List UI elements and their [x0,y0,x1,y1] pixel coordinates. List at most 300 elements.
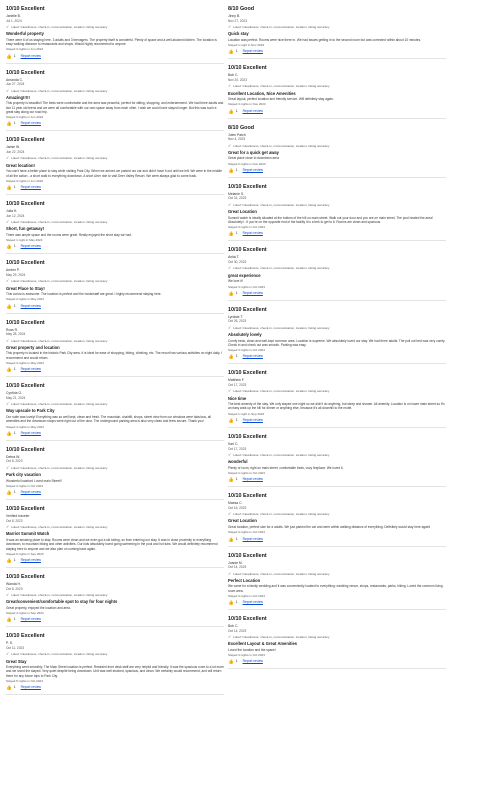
thumbs-up-icon[interactable]: 👍 [228,417,234,423]
review-card [228,59,446,118]
reviewer-name: Amanda C. [6,77,23,82]
review-rating: 10/10 Excellent [228,247,267,254]
stay-info: Stayed 2 nights in Nov 2023 [228,161,266,166]
review-rating: 10/10 Excellent [6,260,45,267]
review-title: Wonderful property [6,31,44,37]
review-date: Oct 11, 2023 [6,645,25,650]
thumbs-up-icon[interactable]: 👍 [228,167,234,173]
review-date: May 21, 2024 [6,395,26,400]
review-date: Jun 12, 2024 [6,213,25,218]
liked-attributes [228,84,446,88]
review-text: We love it! [228,279,243,284]
reviewer-name: Maesa C. [228,501,243,506]
helpful-count: 1 [13,185,16,190]
helpful-count: 1 [13,367,16,372]
review-title: Great for a quick get away [228,149,279,155]
reviewer-name: Joanie M. [228,560,243,565]
review-card [6,254,224,313]
check-circle-icon: ✓ [6,337,10,343]
review-date: Nov 4, 2023 [228,137,246,142]
liked-text: Liked: Cleanliness, check-in, communication, location, listing accuracy [233,202,330,207]
stay-info: Stayed 3 nights in Jun 2024 [6,47,44,52]
check-circle-icon: ✓ [228,451,232,457]
review-card [6,314,224,378]
review-date: Oct 14, 2023 [228,565,247,570]
stay-info: Stayed 2 nights in May 2024 [6,297,44,302]
thumbs-up-icon[interactable]: 👍 [6,490,12,496]
review-title: Great Location [228,209,257,215]
liked-text: Liked: Cleanliness, check-in, communication, location, listing accuracy [233,143,330,148]
liked-text: Liked: Cleanliness, check-in, communication, location, listing accuracy [11,525,108,530]
helpful-count: 1 [13,617,16,622]
stay-info: Stayed 3 nights in Oct 2023 [228,284,265,289]
helpful-count: 1 [235,536,238,541]
helpful-count: 1 [13,558,16,563]
review-text: Great location, perfect size for a adults. We just parked the car and were within walking distance of everything. Definitely would stay here again! [228,525,431,530]
review-date: Jun 22, 2024 [6,150,25,155]
stay-info: Stayed 1 night in Nov 2023 [228,43,265,48]
thumbs-up-icon[interactable]: 👍 [228,49,234,55]
report-review-link[interactable]: Report review [242,477,263,482]
review-title: Nice time [228,395,247,401]
review-actions [6,121,224,126]
review-date: Oct 16, 2023 [228,505,247,510]
report-review-link[interactable]: Report review [20,617,41,622]
reviewer-name: Cynthia G. [6,391,23,396]
liked-attributes [228,453,446,457]
review-actions [228,168,446,173]
thumbs-up-icon[interactable]: 👍 [228,600,234,606]
thumbs-up-icon[interactable]: 👍 [6,53,12,59]
liked-text: Liked: Cleanliness, check-in, communication, location, listing accuracy [11,25,108,29]
check-circle-icon: ✓ [6,524,10,530]
liked-attributes [228,512,446,516]
review-date: Jun 27, 2024 [6,82,25,87]
review-date: Nov 27, 2023 [228,18,247,23]
helpful-count: 1 [13,685,16,690]
helpful-count: 1 [235,49,238,54]
helpful-count: 1 [13,121,16,126]
review-title: Short, fun getaway! [6,226,44,232]
review-date: Nov 20, 2023 [228,77,247,82]
reviewer-name: Ross R. [6,327,19,332]
review-text: You can't have a better place to stay while visiting Park City. When we arrived we parked our car and didn't have it out until we left. We were in the middle of all the action - a short walk to everything downtown. A short Uber ride to visit Deer Valley Resort. We were always glad to come back. [6,169,222,178]
check-circle-icon: ✓ [6,592,10,598]
liked-text: Liked: Cleanliness, check-in, communication, location, listing accuracy [233,571,330,576]
liked-attributes [6,25,224,29]
review-text: Wonderful location! Loved main Street!! [6,478,62,483]
liked-text: Liked: Cleanliness, check-in, communication, location, listing accuracy [233,389,330,394]
liked-text: Liked: Cleanliness, check-in, communication, location, listing accuracy [233,452,330,457]
review-title: Park city vacation [6,472,41,478]
reviewer-name: Lyndsie T. [228,314,244,319]
report-review-link[interactable]: Report review [20,367,41,372]
report-review-link[interactable]: Report review [242,167,263,172]
liked-text: Liked: Cleanliness, check-in, communication, location, listing accuracy [11,465,108,470]
review-text: This property is beautiful! The beds were comfortable and the area was peaceful, perfect for sitting, shopping, and entertainment. We had three adults and two 11 year old teens and we were all comfortable with our own space away from each other. I wish we could have stayed longer. But this was such a great stay along our road trip. [6,101,224,114]
reviewer-name: Bob C. [228,624,239,629]
review-title: Great location! [6,162,35,168]
reviewer-name: Janelle B. [6,14,21,18]
report-review-link[interactable]: Report review [242,659,263,664]
check-circle-icon: ✓ [6,24,10,29]
review-title: Great Stay [6,658,27,664]
helpful-count: 1 [13,303,16,308]
liked-attributes [6,525,224,529]
liked-text: Liked: Cleanliness, check-in, communication, location, listing accuracy [233,266,330,271]
review-actions [228,600,446,605]
check-circle-icon: ✓ [228,570,232,576]
thumbs-up-icon[interactable]: 👍 [6,558,12,564]
stay-info: Stayed 3 nights in Oct 2023 [228,530,265,535]
thumbs-up-icon[interactable]: 👍 [6,367,12,373]
report-review-link[interactable]: Report review [242,49,263,54]
check-circle-icon: ✓ [228,324,232,330]
thumbs-up-icon[interactable]: 👍 [228,477,234,483]
review-title: Way upscale to Park City [6,408,55,414]
review-title: Absolutely lovely [228,331,262,337]
stay-info: Stayed 6 nights in Sep 2023 [6,551,44,556]
review-card [6,64,224,132]
liked-text: Liked: Cleanliness, check-in, communication, location, listing accuracy [11,593,108,598]
review-date: Oct 31, 2023 [228,196,247,201]
helpful-count: 1 [235,659,238,664]
check-circle-icon: ✓ [6,278,10,284]
review-card [6,500,224,568]
liked-text: Liked: Cleanliness, check-in, communication, location, listing accuracy [11,156,108,161]
reviews-column-left [6,0,224,695]
review-rating: 10/10 Excellent [6,383,45,390]
thumbs-up-icon[interactable]: 👍 [228,659,234,665]
review-text: Everything went smoothly. The Main Street location is perfect. Restraint front desk staff are very helpful and friendly. It was the spacious room to a lot more and we loved the stayed. Very quiet despite being downtown. Unit was well stocked, spacious, and clean. We certainly would recommend, and will return there for any future trips to Park City. [6,665,224,678]
review-rating: 10/10 Excellent [6,69,45,76]
review-date: Oct 8, 2023 [6,586,23,591]
liked-attributes [228,203,446,207]
thumbs-up-icon[interactable]: 👍 [228,536,234,542]
review-card [6,377,224,441]
review-title: Great Place to Stay! [6,285,45,291]
stay-info: Stayed 3 nights in Jun 2024 [6,178,44,183]
review-rating: 10/10 Excellent [228,493,267,500]
review-actions [228,354,446,359]
review-card [6,131,224,195]
check-circle-icon: ✓ [228,83,232,89]
stay-info: Stayed 3 nights in Oct 2023 [228,348,265,353]
review-text: Loved the location and the space! [228,647,276,652]
report-review-link[interactable]: Report review [20,558,41,563]
review-rating: 8/10 Good [228,124,255,131]
review-rating: 10/10 Excellent [6,446,45,453]
liked-attributes [6,593,224,597]
check-circle-icon: ✓ [228,388,232,394]
review-card [6,0,224,64]
liked-attributes [6,156,224,160]
review-rating: 8/10 Good [228,6,255,12]
reviewer-name: Verified traveler [6,514,30,519]
reviewer-name: Jinny B. [228,14,241,18]
review-title: Great/convenient/comfortable spot to stay for four nights [6,599,118,605]
review-actions [228,659,446,664]
review-rating: 10/10 Excellent [228,65,267,72]
review-card [228,364,446,428]
check-circle-icon: ✓ [6,155,10,161]
liked-text: Liked: Cleanliness, check-in, communication, location, listing accuracy [233,325,330,330]
reviewer-name: Bob C. [228,73,239,78]
liked-text: Liked: Cleanliness, check-in, communication, location, listing accuracy [233,512,330,517]
review-text: Comfy beds, clean and well-kept common area. Location is supreme. We absolutely loved our stay. We had three adults. The pull out bed was very comfy. Check in and check out was smooth. Parking was easy. [228,338,446,347]
review-actions [6,685,224,690]
stay-info: Stayed 3 nights in Nov 2023 [228,102,266,107]
review-rating: 10/10 Excellent [6,201,45,208]
stay-info: Stayed 4 nights in Sep 2023 [6,611,44,616]
liked-text: Liked: Cleanliness, check-in, communication, location, listing accuracy [11,402,108,407]
helpful-count: 1 [13,430,16,435]
review-rating: 10/10 Excellent [6,633,45,640]
check-circle-icon: ✓ [228,634,232,640]
reviewer-name: Amber P. [6,268,20,273]
review-text: Great place close to downtown area [228,156,279,161]
liked-text: Liked: Cleanliness, check-in, communication, location, listing accuracy [11,88,108,93]
helpful-count: 1 [13,490,16,495]
stay-info: Stayed 3 nights in Oct 2023 [228,653,265,658]
reviewer-name: Jolen Patch [228,132,246,137]
review-actions [228,418,446,423]
liked-attributes [228,144,446,148]
review-rating: 10/10 Excellent [228,306,267,313]
review-rating: 10/10 Excellent [228,616,267,623]
review-title: Quick stay [228,31,249,37]
review-card [6,195,224,254]
review-text: This property is located in the historic Park City area. It is ideal for ease of shopping, biking, climbing, etc. The resort has various activities on night daily. I recommend and would return. [6,351,223,360]
check-circle-icon: ✓ [228,265,232,271]
thumbs-up-icon[interactable]: 👍 [6,617,12,623]
check-circle-icon: ✓ [228,511,232,517]
helpful-count: 1 [13,244,16,249]
check-circle-icon: ✓ [6,401,10,407]
thumbs-up-icon[interactable]: 👍 [228,108,234,114]
review-actions [228,537,446,542]
reviewer-name: Debra W. [6,454,21,459]
helpful-count: 1 [235,167,238,172]
helpful-count: 1 [235,108,238,113]
report-review-link[interactable]: Report review [20,244,41,249]
review-date: Oct 26, 2023 [228,319,247,324]
thumbs-up-icon[interactable]: 👍 [6,303,12,309]
review-card [228,119,446,178]
liked-attributes [228,572,446,576]
reviewer-name: Julia H. [6,209,18,214]
review-date: Jul 1, 2024 [6,18,22,23]
review-title: great experience [228,272,261,278]
review-text: There were 6 of us staying here, 3 adults and 3 teenagers. The property itself is wonderful. Plenty of space and a well-stocked kitchen. The location is easy walking distance to restaurants and shops. Would highly recommend to anyone. [6,37,217,47]
review-text: Great property, enjoyed the location and area. [6,605,71,610]
review-date: Oct 8, 2023 [6,459,23,464]
liked-attributes [228,389,446,393]
stay-info: Stayed 1 night in May 2024 [6,238,43,243]
review-text: Summit watch is ideally situated at the bottom of the hill on main street. Walk out your door and you are on main street. The pool heated the area! Absolutely! - If you're on the opposite end of the facility it is a trek to get to it. Rooms are clean and spacious. [228,215,433,224]
review-rating: 10/10 Excellent [228,433,267,440]
stay-info: Stayed 5 nights in Oct 2023 [6,679,43,684]
report-review-link[interactable]: Report review [20,685,41,690]
liked-attributes [228,25,446,29]
review-text: It was an amazing place to stay. Rooms were clean and we even got a ski tubing, so from entering our stay. It was in close proximity to everything downtown, to mountain biking and other activities. Our kids absolutely loved going swimming in the pool and hot tubs. We would definitely recommend staying here to anyone and we also plan on coming back again. [6,537,218,551]
helpful-count: 1 [13,53,16,58]
review-title: Amazing!!!!! [6,94,30,100]
review-actions [6,617,224,622]
review-card [228,547,446,611]
reviewer-name: P. S. [6,641,13,646]
report-review-link[interactable]: Report review [242,417,263,422]
stay-info: Stayed 3 nights in Oct 2023 [228,593,265,598]
review-rating: 10/10 Excellent [228,552,267,559]
report-review-link[interactable]: Report review [242,290,263,295]
review-text: Plenty of room, right on main street, comfortable beds, cozy fireplace. We loved it. [228,465,344,470]
thumbs-up-icon[interactable]: 👍 [6,244,12,250]
review-card [6,627,224,695]
review-actions [6,185,224,190]
stay-info: Stayed 3 nights in Jun 2024 [6,115,44,120]
check-circle-icon: ✓ [6,219,10,225]
liked-attributes [6,220,224,224]
review-actions [6,304,224,309]
report-review-link[interactable]: Report review [242,108,263,113]
stay-info: Stayed 4 nights in May 2024 [6,424,44,429]
thumbs-up-icon[interactable]: 👍 [6,185,12,191]
review-card [6,568,224,627]
stay-info: Stayed 3 nights in May 2024 [6,361,44,366]
review-rating: 10/10 Excellent [6,506,45,513]
review-actions [228,291,446,296]
report-review-link[interactable]: Report review [242,231,263,236]
liked-attributes [228,635,446,639]
liked-attributes [6,339,224,343]
report-review-link[interactable]: Report review [20,53,41,58]
report-review-link[interactable]: Report review [242,354,263,359]
review-title: Great property and location [6,344,60,350]
reviews-column-right [228,0,446,669]
review-card [228,610,446,669]
thumbs-up-icon[interactable]: 👍 [228,231,234,237]
helpful-count: 1 [235,477,238,482]
reviewer-name: Kari C. [228,441,239,446]
review-text: We came for a family wedding and it was conveniently located to everything: wedding venue, shops, restaurants, parks, hiking. Loved the common living room area. [228,584,443,593]
thumbs-up-icon[interactable]: 👍 [6,430,12,436]
review-text: There was ample space and the rooms were great. Really enjoyed the short stay we had. [6,232,132,237]
review-card [228,178,446,242]
review-title: Excellent Location, Nice Amenities [228,90,296,96]
review-text: The best amenity of the stay. We only stayed one night so we didn't do anything, but sleep and shower. All amenity. Location is on lower main street so it's an easy walk up the hill for dinner or anything else, because it's all downhill to the motel. [228,402,445,411]
review-rating: 10/10 Excellent [6,137,45,144]
liked-text: Liked: Cleanliness, check-in, communication, location, listing accuracy [11,338,108,343]
report-review-link[interactable]: Report review [20,430,41,435]
liked-attributes [228,266,446,270]
reviewer-name: Jamie W. [6,145,20,150]
thumbs-up-icon[interactable]: 👍 [228,354,234,360]
report-review-link[interactable]: Report review [242,600,263,605]
review-rating: 10/10 Excellent [6,319,45,326]
review-date: May 29, 2024 [6,272,26,277]
liked-attributes [6,89,224,93]
stay-info: Stayed 3 nights in Oct 2023 [6,483,43,488]
report-review-link[interactable]: Report review [20,185,41,190]
report-review-link[interactable]: Report review [20,121,41,126]
review-date: Oct 30, 2023 [228,260,247,265]
check-circle-icon: ✓ [6,651,10,657]
liked-text: Liked: Cleanliness, check-in, communication, location, listing accuracy [233,635,330,640]
reviewer-name: Matthew F. [228,378,245,383]
liked-attributes [6,466,224,470]
liked-text: Liked: Cleanliness, check-in, communication, location, listing accuracy [11,220,108,225]
liked-text: Liked: Cleanliness, check-in, communication, location, listing accuracy [233,84,330,89]
review-title: Marriot Summit Watch [6,531,50,537]
review-rating: 10/10 Excellent [228,183,267,190]
check-circle-icon: ✓ [228,201,232,207]
helpful-count: 1 [235,290,238,295]
review-actions [228,477,446,482]
review-date: Oct 8, 2023 [6,518,23,523]
reviewer-name: Melanie S. [228,191,245,196]
check-circle-icon: ✓ [6,87,10,93]
liked-text: Liked: Cleanliness, check-in, communication, location, listing accuracy [11,652,108,657]
liked-attributes [6,652,224,656]
review-card [228,428,446,487]
report-review-link[interactable]: Report review [20,490,41,495]
review-actions [6,558,224,563]
stay-info: Stayed 1 night in Sep 2023 [228,411,265,416]
review-actions [6,490,224,495]
review-date: Oct 17, 2023 [228,446,247,451]
review-title: Perfect Location [228,577,261,583]
review-rating: 10/10 Excellent [6,6,45,12]
liked-text: Liked: Cleanliness, check-in, communication, location, listing accuracy [11,279,108,284]
review-date: Oct 17, 2023 [228,382,247,387]
review-date: May 28, 2024 [6,332,26,337]
liked-attributes [6,402,224,406]
review-rating: 10/10 Excellent [228,370,267,377]
check-circle-icon: ✓ [6,464,10,470]
report-review-link[interactable]: Report review [20,303,41,308]
thumbs-up-icon[interactable]: 👍 [6,121,12,127]
reviewer-name: Anita T. [228,255,240,260]
review-card [228,487,446,546]
report-review-link[interactable]: Report review [242,536,263,541]
review-actions [6,54,224,59]
liked-attributes [6,279,224,283]
liked-text: Liked: Cleanliness, check-in, communication, location, listing accuracy [233,25,330,29]
stay-info: Stayed 2 nights in Oct 2023 [228,471,265,476]
review-rating: 10/10 Excellent [6,574,45,581]
reviewer-name: Wanda H. [6,582,21,587]
thumbs-up-icon[interactable]: 👍 [6,685,12,691]
helpful-count: 1 [235,600,238,605]
review-card [228,0,446,59]
review-title: wonderful [228,459,248,465]
stay-info: Stayed 3 nights in Oct 2023 [228,225,265,230]
review-actions [6,431,224,436]
review-actions [6,367,224,372]
review-date: Oct 14, 2023 [228,628,247,633]
review-card [6,441,224,500]
review-actions [228,231,446,236]
review-actions [228,109,446,114]
review-text: This condo is awesome. The location is perfect and the hosts/staff are great. I highly recommend staying here. [6,292,162,297]
thumbs-up-icon[interactable]: 👍 [228,290,234,296]
helpful-count: 1 [235,354,238,359]
helpful-count: 1 [235,231,238,236]
review-title: Great Location [228,518,257,524]
review-actions [6,244,224,249]
check-circle-icon: ✓ [228,142,232,148]
